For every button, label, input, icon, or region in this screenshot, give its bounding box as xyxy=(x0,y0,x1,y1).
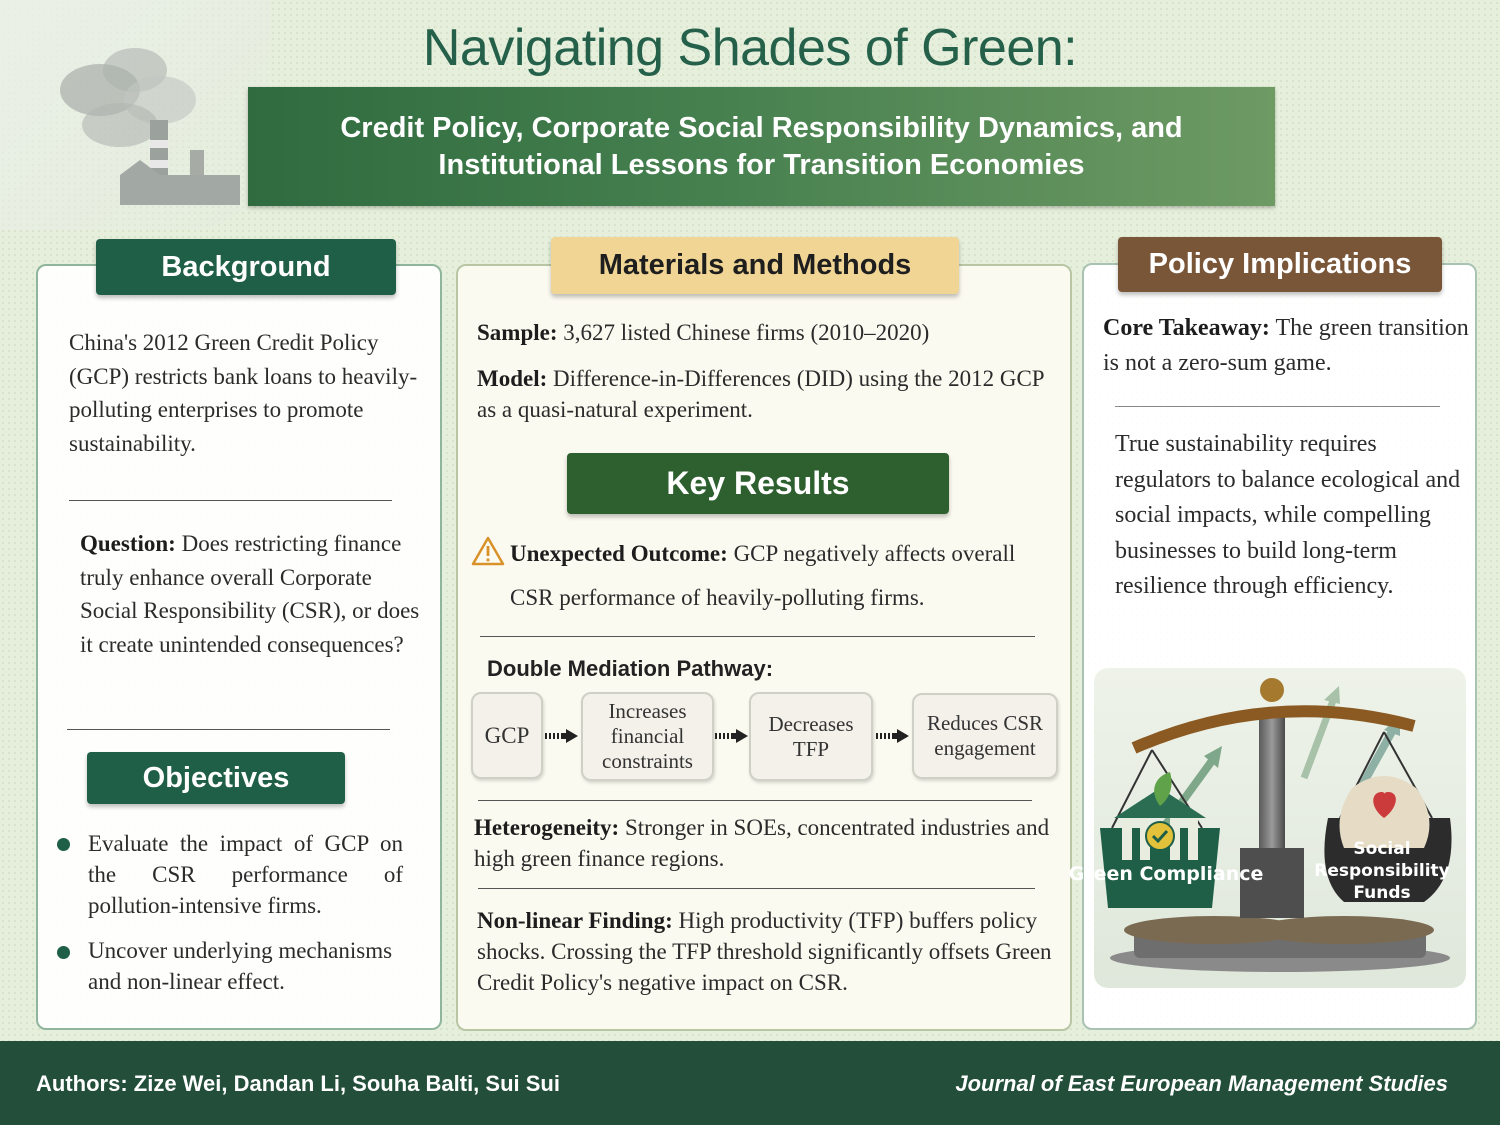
takeaway-label: Core Takeaway: xyxy=(1103,315,1270,341)
outcome-label: Unexpected Outcome: xyxy=(510,541,728,566)
core-takeaway xyxy=(1103,311,1475,381)
scale-right-label-1: Social xyxy=(1353,839,1411,859)
scale-left-label: Green Compliance xyxy=(1068,863,1264,885)
heterogeneity-value: Stronger in SOEs, concentrated industries and high green finance regions. xyxy=(474,815,1050,871)
bullet-icon xyxy=(57,838,70,851)
factory-smoke-illustration xyxy=(0,0,270,230)
divider xyxy=(1115,406,1440,407)
divider xyxy=(67,729,390,730)
divider xyxy=(478,888,1035,889)
background-intro: China's 2012 Green Credit Policy (GCP) restricts bank loans to heavily-polluting enterprises to promote sustainability. xyxy=(69,330,418,456)
arrow-right-icon xyxy=(544,726,580,746)
arrow-right-icon xyxy=(714,726,750,746)
bullet-icon xyxy=(57,946,70,959)
subtitle-line-1: Credit Policy, Corporate Social Responsibility Dynamics, and xyxy=(340,111,1183,144)
footer xyxy=(0,1041,1500,1125)
heterogeneity-label: Heterogeneity: xyxy=(474,815,620,840)
balance-scale-icon xyxy=(1068,668,1466,988)
nonlinear-value: High productivity (TFP) buffers policy shocks. Crossing the TFP threshold significantly offsets Green Credit Policy's negative impact on CSR. xyxy=(477,908,1052,995)
warning-icon xyxy=(471,536,505,566)
page-title: Navigating Shades of Green: xyxy=(422,19,1078,77)
nonlinear-text xyxy=(477,905,1057,998)
subtitle-line-2: Institutional Lessons for Transition Economies xyxy=(438,148,1085,181)
key-results-heading: Key Results xyxy=(567,453,949,514)
factory-smoke-icon xyxy=(0,0,270,230)
pathway-step-financial-constraints: Increases financial constraints xyxy=(581,692,714,781)
authors: Authors: Zize Wei, Dandan Li, Souha Balti, Sui Sui xyxy=(36,1071,560,1096)
subtitle-banner xyxy=(248,87,1275,206)
nonlinear-label: Non-linear Finding: xyxy=(477,908,673,933)
policy-body: True sustainability requires regulators to balance ecological and social impacts, while compelling businesses to build long-term resilience through efficiency. xyxy=(1115,431,1461,599)
sample-value: 3,627 listed Chinese firms (2010–2020) xyxy=(563,320,930,345)
takeaway-text: The green transition is not a zero-sum game. xyxy=(1103,315,1469,376)
divider xyxy=(69,500,392,501)
objectives-heading: Objectives xyxy=(87,752,345,804)
pathway-step-csr: Reduces CSR engagement xyxy=(912,693,1058,779)
objective-item: Uncover underlying mechanisms and non-linear effect. xyxy=(88,938,393,994)
question-text: Does restricting finance truly enhance overall Corporate Social Responsibility (CSR), or does it create unintended consequences? xyxy=(80,531,420,657)
model-value: Difference-in-Differences (DID) using the 2012 GCP as a quasi-natural experiment. xyxy=(477,366,1044,422)
methods-heading: Materials and Methods xyxy=(551,237,959,294)
objective-item: Evaluate the impact of GCP on the CSR performance of pollution-intensive firms. xyxy=(88,831,403,918)
background-heading: Background xyxy=(96,239,396,295)
arrow-right-icon xyxy=(875,726,911,746)
divider xyxy=(480,636,1035,637)
question-label: Question: xyxy=(80,531,176,556)
scale-right-label-2: Responsibility xyxy=(1314,861,1450,881)
divider xyxy=(478,800,1032,801)
heterogeneity-text xyxy=(474,812,1064,874)
scale-right-label-3: Funds xyxy=(1353,883,1411,903)
pathway-step-tfp: Decreases TFP xyxy=(749,692,873,781)
sample-text xyxy=(477,316,1057,350)
research-question xyxy=(80,527,420,661)
journal-name: Journal of East European Management Studies xyxy=(955,1071,1448,1096)
model-text xyxy=(477,363,1057,425)
pathway-step-gcp: GCP xyxy=(471,692,543,779)
pathway-heading: Double Mediation Pathway: xyxy=(487,656,774,681)
unexpected-outcome xyxy=(510,532,1060,620)
model-label: Model: xyxy=(477,366,548,391)
policy-heading: Policy Implications xyxy=(1118,237,1442,292)
outcome-text: GCP negatively affects overall CSR performance of heavily-polluting firms. xyxy=(510,541,1016,610)
sample-label: Sample: xyxy=(477,320,558,345)
